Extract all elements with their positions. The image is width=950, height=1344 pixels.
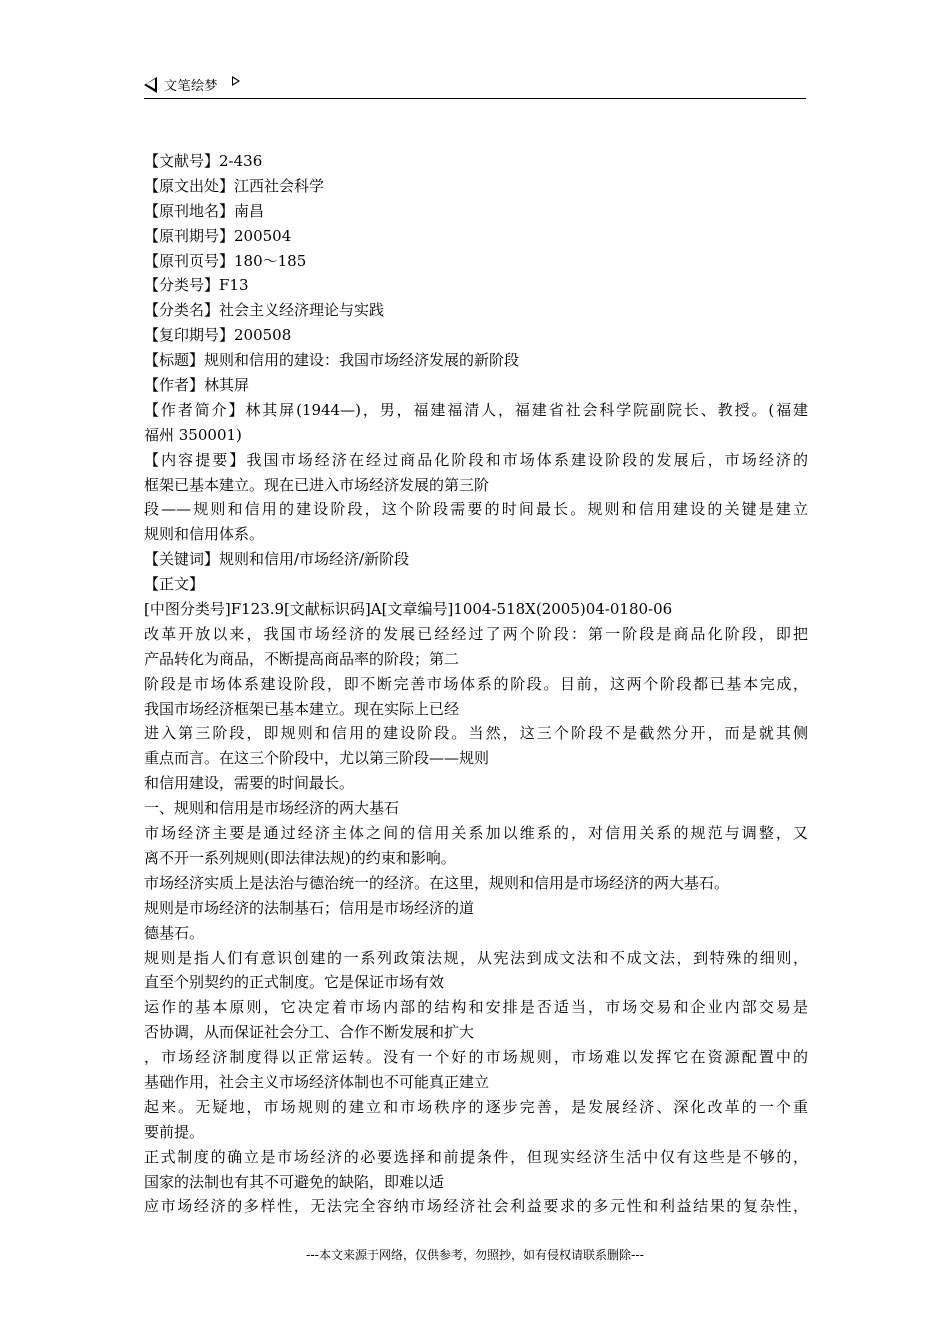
body-text-line: 进入第三阶段，即规则和信用的建设阶段。当然，这三个阶段不是截然分开，而是就其侧 [144,724,808,743]
body-text-line: 德基石。 [144,923,205,942]
meta-abstract: 框架已基本建立。现在已进入市场经济发展的第三阶 [144,475,490,494]
body-text-line: 基础作用，社会主义市场经济体制也不可能真正建立 [144,1072,490,1091]
meta-pages: 【原刊页号】180～185 [144,251,307,270]
body-text-line: 规则是市场经济的法制基石；信用是市场经济的道 [144,898,475,917]
meta-author: 【作者】林其屏 [144,376,250,395]
body-text-line: 离不开一系列规则(即法律法规)的约束和影响。 [144,848,456,867]
meta-author-bio: 【作者简介】林其屏(1944—)，男，福建福清人，福建省社会科学院副院长、教授。(福建 [144,400,808,419]
meta-class-name: 【分类名】社会主义经济理论与实践 [144,301,385,320]
meta-class-number: 【分类号】F13 [144,276,249,295]
body-text-line: 和信用建设，需要的时间最长。 [144,774,355,793]
footer-disclaimer: ---本文来源于网络，仅供参考，勿照抄，如有侵权请联系删除--- [306,1248,644,1262]
meta-abstract: 【内容提要】我国市场经济在经过商品化阶段和市场体系建设阶段的发展后，市场经济的 [144,450,808,469]
body-text-line: 产品转化为商品，不断提高商品率的阶段；第二 [144,649,460,668]
section-heading: 一、规则和信用是市场经济的两大基石 [144,799,400,818]
meta-place: 【原刊地名】南昌 [144,201,265,220]
meta-issue: 【原刊期号】200504 [144,226,292,245]
page-header [144,74,806,99]
meta-author-bio: 福州 350001) [144,425,242,444]
body-text-line: 运作的基本原则，它决定着市场内部的结构和安排是否适当，市场交易和企业内部交易是 [144,998,808,1017]
body-text-line: 阶段是市场体系建设阶段，即不断完善市场体系的阶段。目前，这两个阶段都已基本完成， [144,674,808,693]
body-text-line: 否协调，从而保证社会分工、合作不断发展和扩大 [144,1023,475,1042]
triangle-left-icon [144,77,157,93]
meta-doc-number: 【文献号】2-436 [144,152,263,170]
body-text-line: 重点而言。在这三个阶段中，尤以第三阶段——规则 [144,749,490,768]
meta-abstract: 段——规则和信用的建设阶段，这个阶段需要的时间最长。规则和信用建设的关键是建立 [144,500,808,519]
body-text-line: ，市场经济制度得以正常运转。没有一个好的市场规则，市场难以发挥它在资源配置中的 [144,1048,808,1067]
body-text-line: 起来。无疑地，市场规则的建立和市场秩序的逐步完善，是发展经济、深化改革的一个重 [144,1097,808,1116]
meta-title: 【标题】规则和信用的建设：我国市场经济发展的新阶段 [144,351,520,370]
body-text-line: 应市场经济的多样性，无法完全容纳市场经济社会利益要求的多元性和利益结果的复杂性， [144,1197,808,1216]
meta-classification: [中图分类号]F123.9[文献标识码]A[文章编号]1004-518X(2005)04-0180-06 [144,600,673,619]
body-text-line: 要前提。 [144,1122,205,1141]
body-text-line: 国家的法制也有其不可避免的缺陷，即难以适 [144,1172,445,1191]
meta-source: 【原文出处】江西社会科学 [144,176,325,195]
meta-reprint-issue: 【复印期号】200508 [144,326,292,345]
body-text-line: 规则是指人们有意识创建的一系列政策法规，从宪法到成文法和不成文法，到特殊的细则， [144,948,808,967]
article-body [144,149,808,1219]
body-text-line: 改革开放以来，我国市场经济的发展已经经过了两个阶段：第一阶段是商品化阶段，即把 [144,624,808,643]
body-text-line: 我国市场经济框架已基本建立。现在实际上已经 [144,699,460,718]
body-text-line: 直至个别契约的正式制度。它是保证市场有效 [144,973,445,992]
body-heading: 【正文】 [144,575,205,594]
header-title: 文笔绘梦 [164,79,219,94]
meta-keywords: 【关键词】规则和信用/市场经济/新阶段 [144,550,410,569]
body-text-line: 市场经济实质上是法治与德治统一的经济。在这里，规则和信用是市场经济的两大基石。 [144,873,730,892]
triangle-right-icon [232,76,240,86]
body-text-line: 正式制度的确立是市场经济的必要选择和前提条件，但现实经济生活中仅有这些是不够的， [144,1147,808,1166]
meta-abstract: 规则和信用体系。 [144,525,265,544]
header-brand [144,75,218,94]
body-text-line: 市场经济主要是通过经济主体之间的信用关系加以维系的，对信用关系的规范与调整，又 [144,824,808,843]
